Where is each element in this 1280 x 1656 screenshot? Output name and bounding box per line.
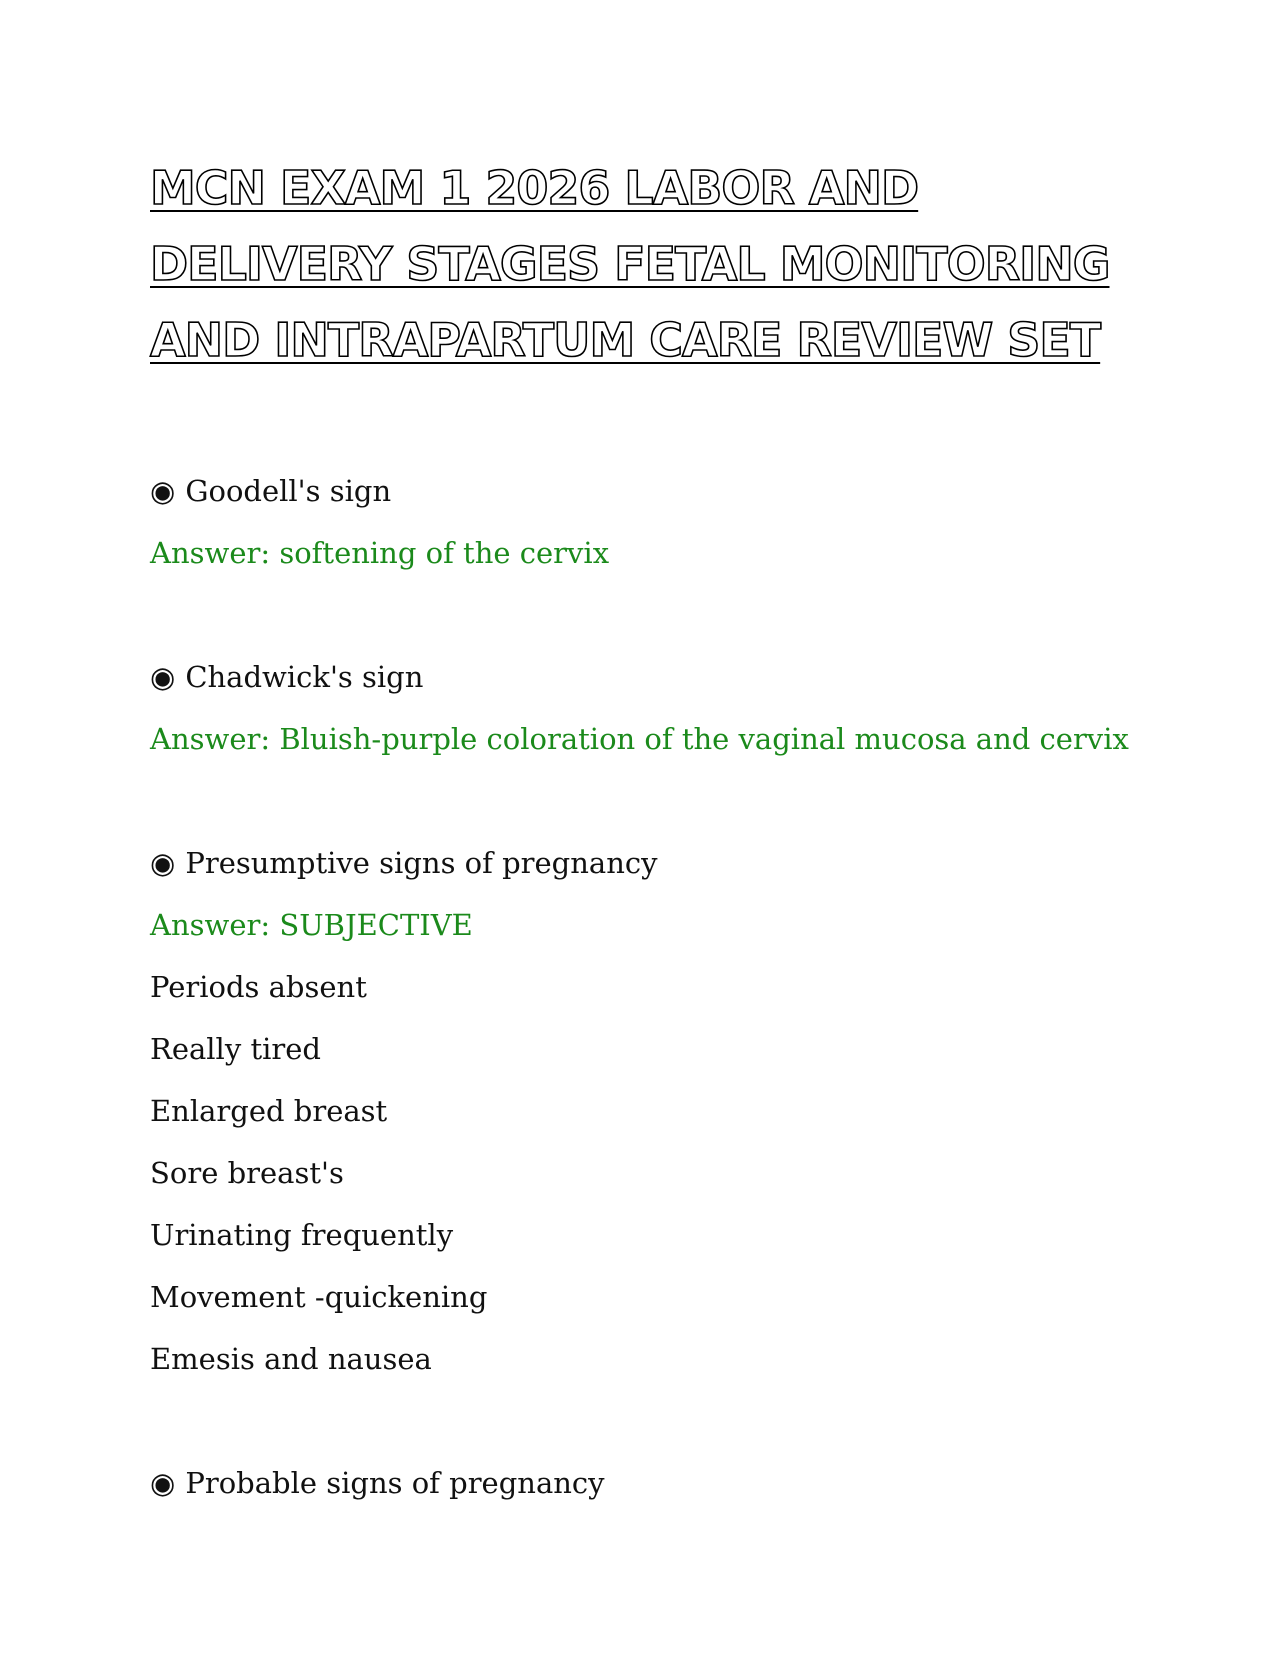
answer-detail: Periods absent [150, 970, 367, 1004]
qa-item [150, 832, 1130, 1390]
qa-item [150, 646, 1130, 770]
answer-detail: Emesis and nausea [150, 1342, 432, 1376]
answer-detail: Sore breast's [150, 1156, 344, 1190]
question-text: Probable signs of pregnancy [185, 1466, 605, 1500]
answer-detail: Really tired [150, 1032, 321, 1066]
bullet-icon: ◉ [150, 846, 176, 880]
answer: Answer: Bluish-purple coloration of the vaginal mucosa and cervix [150, 722, 1129, 756]
qa-item [150, 460, 1130, 584]
document-title: MCN EXAM 1 2026 LABOR AND DELIVERY STAGES FETAL MONITORING AND INTRAPARTUM CARE REVIEW SET [150, 161, 1110, 367]
answer-detail: Enlarged breast [150, 1094, 388, 1128]
bullet-icon: ◉ [150, 1466, 176, 1500]
question-text: Goodell's sign [185, 474, 392, 508]
question [150, 460, 1130, 522]
question [150, 832, 1130, 894]
question [150, 1452, 1130, 1514]
document-page [150, 150, 1130, 1576]
bullet-icon: ◉ [150, 660, 176, 694]
question [150, 646, 1130, 708]
qa-list [150, 460, 1130, 1514]
question-text: Chadwick's sign [185, 660, 424, 694]
answer-detail: Urinating frequently [150, 1218, 454, 1252]
question-text: Presumptive signs of pregnancy [185, 846, 658, 880]
answer: Answer: softening of the cervix [150, 536, 610, 570]
answer-detail: Movement -quickening [150, 1280, 488, 1314]
bullet-icon: ◉ [150, 474, 176, 508]
qa-item [150, 1452, 1130, 1514]
answer: Answer: SUBJECTIVE [150, 908, 473, 942]
